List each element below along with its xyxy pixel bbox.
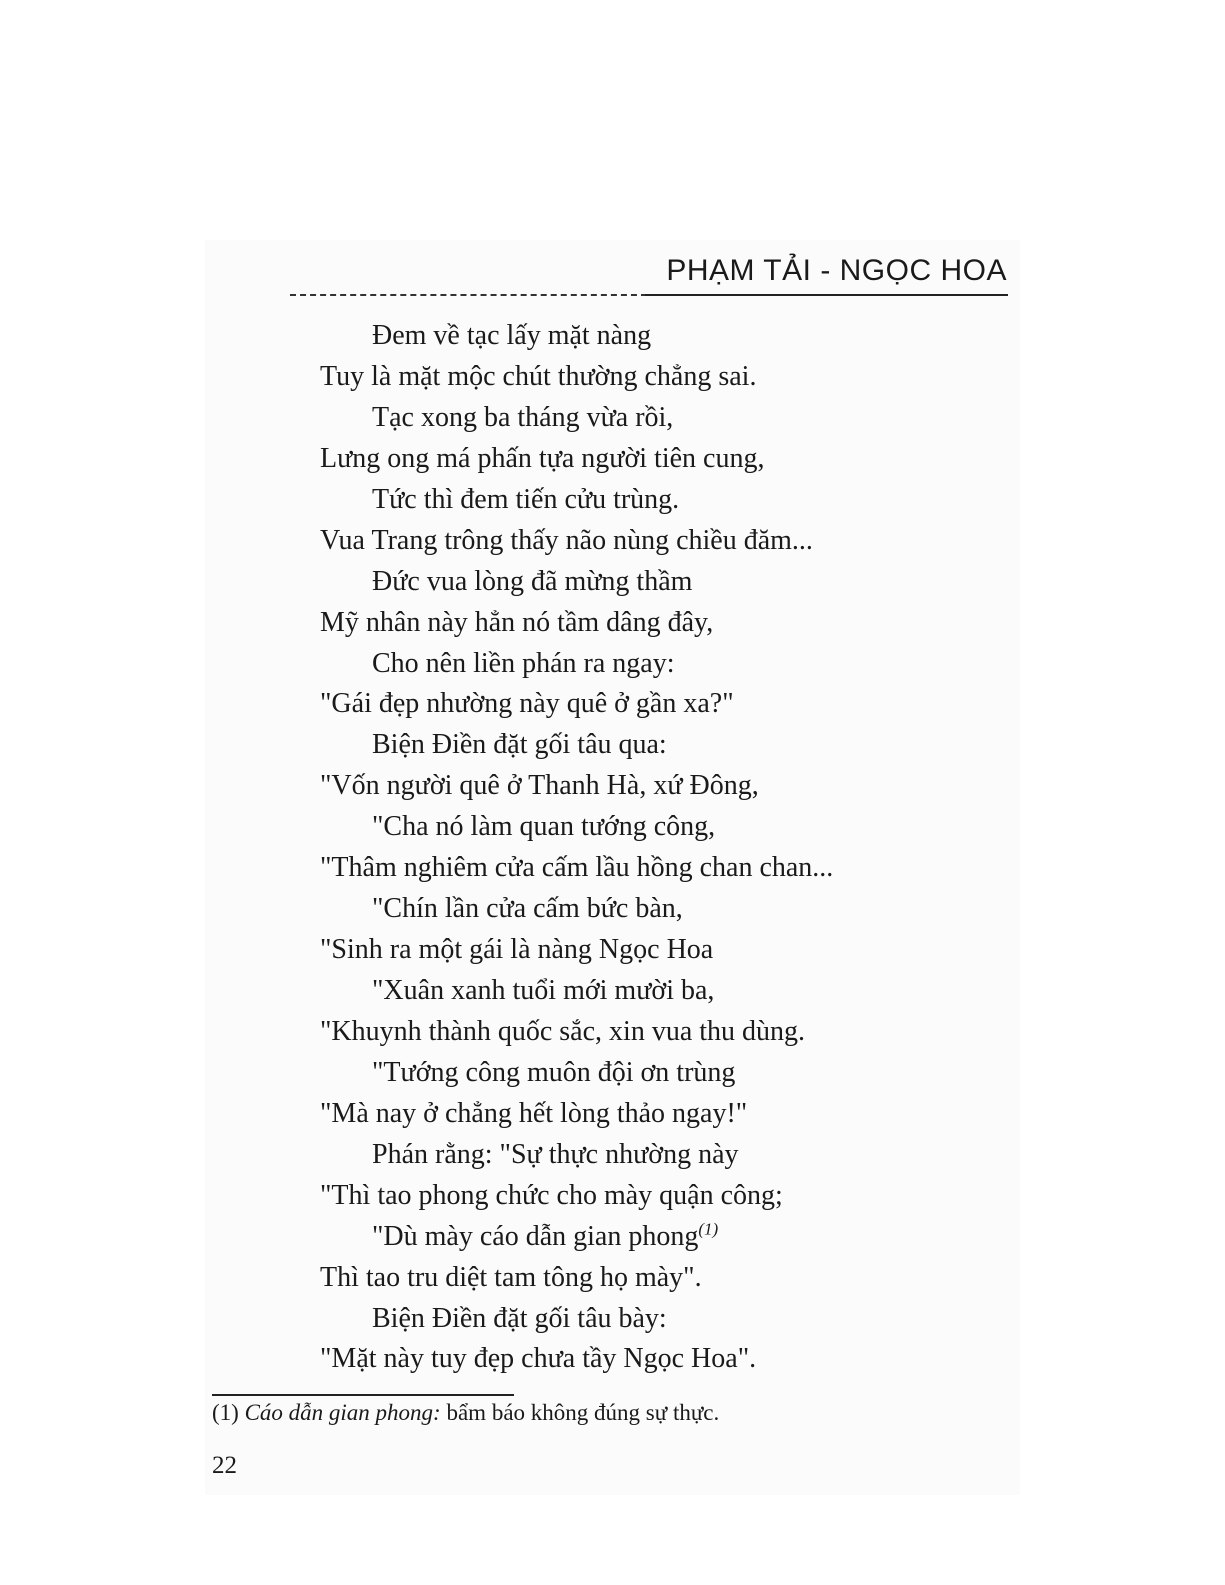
poem-line: Vua Trang trông thấy não nùng chiều đăm...: [320, 524, 813, 556]
poem-body: [320, 316, 833, 1380]
poem-line: "Vốn người quê ở Thanh Hà, xứ Đông,: [320, 770, 759, 802]
header-rule: [645, 294, 1008, 296]
poem-line: "Tướng công muôn đội ơn trùng: [372, 1056, 736, 1088]
poem-line: Biện Điền đặt gối tâu qua:: [372, 729, 667, 761]
poem-line: "Mà nay ở chẳng hết lòng thảo ngay!": [320, 1097, 748, 1129]
footnote-marker: (1): [212, 1400, 239, 1425]
poem-line: Tuy là mặt mộc chút thường chẳng sai.: [320, 360, 757, 392]
running-header-title: PHẠM TẢI - NGỌC HOA: [666, 254, 1007, 287]
poem-line: Tạc xong ba tháng vừa rồi,: [372, 401, 674, 433]
footnote-text: bẩm báo không đúng sự thực.: [446, 1400, 720, 1425]
poem-line: "Khuynh thành quốc sắc, xin vua thu dùng.: [320, 1015, 806, 1047]
page-number: 22: [212, 1452, 237, 1479]
poem-line: Tức thì đem tiến cửu trùng.: [372, 483, 680, 515]
poem-line: Đức vua lòng đã mừng thầm: [372, 565, 693, 597]
poem-line: "Sinh ra một gái là nàng Ngọc Hoa: [320, 934, 714, 966]
poem-line: "Thâm nghiêm cửa cấm lầu hồng chan chan...: [320, 852, 834, 884]
poem-line: Biện Điền đặt gối tâu bày:: [372, 1302, 667, 1334]
poem-line: "Chín lần cửa cấm bức bàn,: [372, 893, 683, 925]
footnote: [212, 1400, 719, 1426]
footnote-reference: (1): [698, 1219, 719, 1239]
poem-line: Cho nên liền phán ra ngay:: [372, 647, 675, 679]
poem-line: "Cha nó làm quan tướng công,: [372, 811, 716, 843]
poem-line: "Xuân xanh tuổi mới mười ba,: [372, 975, 715, 1006]
poem-line: Phán rằng: "Sự thực nhường này: [372, 1138, 739, 1170]
poem-line-with-footnote: [320, 1217, 833, 1258]
poem-line: "Thì tao phong chức cho mày quận công;: [320, 1179, 783, 1211]
poem-line: Mỹ nhân này hẳn nó tầm dâng đây,: [320, 606, 714, 638]
poem-line: Thì tao tru diệt tam tông họ mày".: [320, 1261, 702, 1293]
poem-line: Đem về tạc lấy mặt nàng: [372, 320, 652, 351]
poem-line-text: "Dù mày cáo dẫn gian phong: [372, 1220, 699, 1252]
poem-line: "Gái đẹp nhường này quê ở gần xa?": [320, 688, 734, 720]
poem-line: "Mặt này tuy đẹp chưa tầy Ngọc Hoa".: [320, 1343, 757, 1375]
footnote-term: Cáo dẫn gian phong:: [244, 1400, 441, 1425]
poem-line: Lưng ong má phấn tựa người tiên cung,: [320, 442, 765, 474]
footnote-rule: [212, 1394, 514, 1396]
